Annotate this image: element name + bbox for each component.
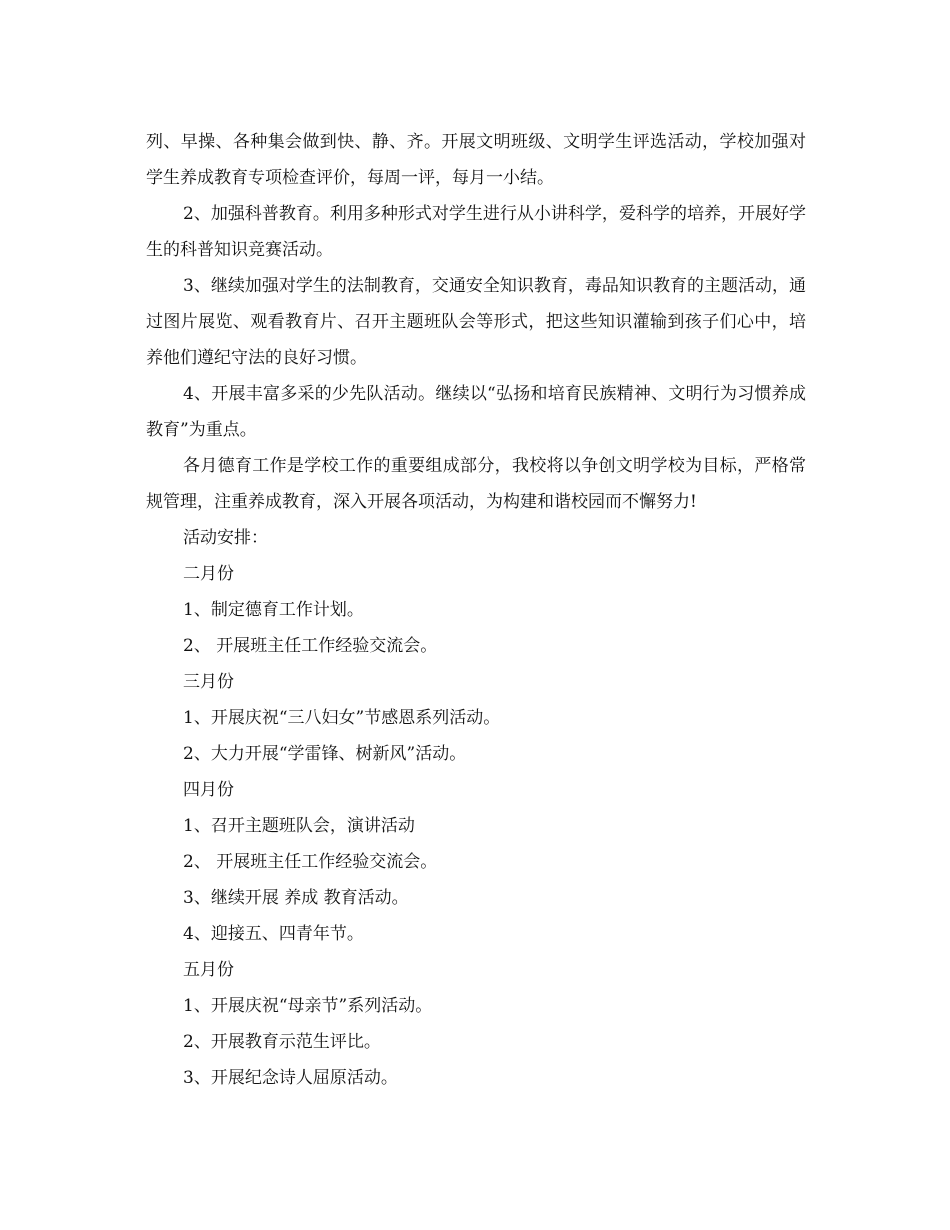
list-item: 1、开展庆祝“三八妇女”节感恩系列活动。 (183, 708, 501, 728)
month-heading-april: 四月份 (183, 780, 234, 800)
paragraph-summary: 各月德育工作是学校工作的重要组成部分，我校将以争创文明学校为目标，严格常规管理，注重养成教育，深入开展各项活动，为构建和谐校园而不懈努力! (146, 456, 806, 512)
list-item: 2、 开展班主任工作经验交流会。 (183, 852, 438, 872)
list-item: 3、继续开展 养成 教育活动。 (183, 888, 409, 908)
paragraph-continuation: 列、早操、各种集会做到快、静、齐。开展文明班级、文明学生评选活动，学校加强对学生养成教育专项检查评价，每周一评，每月一小结。 (146, 132, 806, 188)
list-item: 2、 开展班主任工作经验交流会。 (183, 636, 438, 656)
list-item: 2、大力开展“学雷锋、树新风”活动。 (183, 744, 467, 764)
paragraph-legal-education: 3、继续加强对学生的法制教育，交通安全知识教育，毒品知识教育的主题活动，通过图片展览、观看教育片、召开主题班队会等形式，把这些知识灌输到孩子们心中，培养他们遵纪守法的良好习惯。 (146, 276, 806, 368)
month-heading-february: 二月份 (183, 564, 234, 584)
list-item: 1、开展庆祝“母亲节”系列活动。 (183, 996, 433, 1016)
document-body (146, 124, 806, 1096)
list-item: 2、开展教育示范生评比。 (183, 1032, 381, 1052)
paragraph-science-education: 2、加强科普教育。利用多种形式对学生进行从小讲科学，爱科学的培养，开展好学生的科普知识竞赛活动。 (146, 204, 806, 260)
paragraph-young-pioneers: 4、开展丰富多采的少先队活动。继续以“弘扬和培育民族精神、文明行为习惯养成教育”为重点。 (146, 384, 806, 440)
list-item: 4、迎接五、四青年节。 (183, 924, 364, 944)
month-heading-may: 五月份 (183, 960, 234, 980)
list-item: 1、召开主题班队会，演讲活动 (183, 816, 415, 836)
schedule-heading: 活动安排： (183, 528, 268, 548)
list-item: 1、制定德育工作计划。 (183, 600, 364, 620)
list-item: 3、开展纪念诗人屈原活动。 (183, 1068, 398, 1088)
month-heading-march: 三月份 (183, 672, 234, 692)
